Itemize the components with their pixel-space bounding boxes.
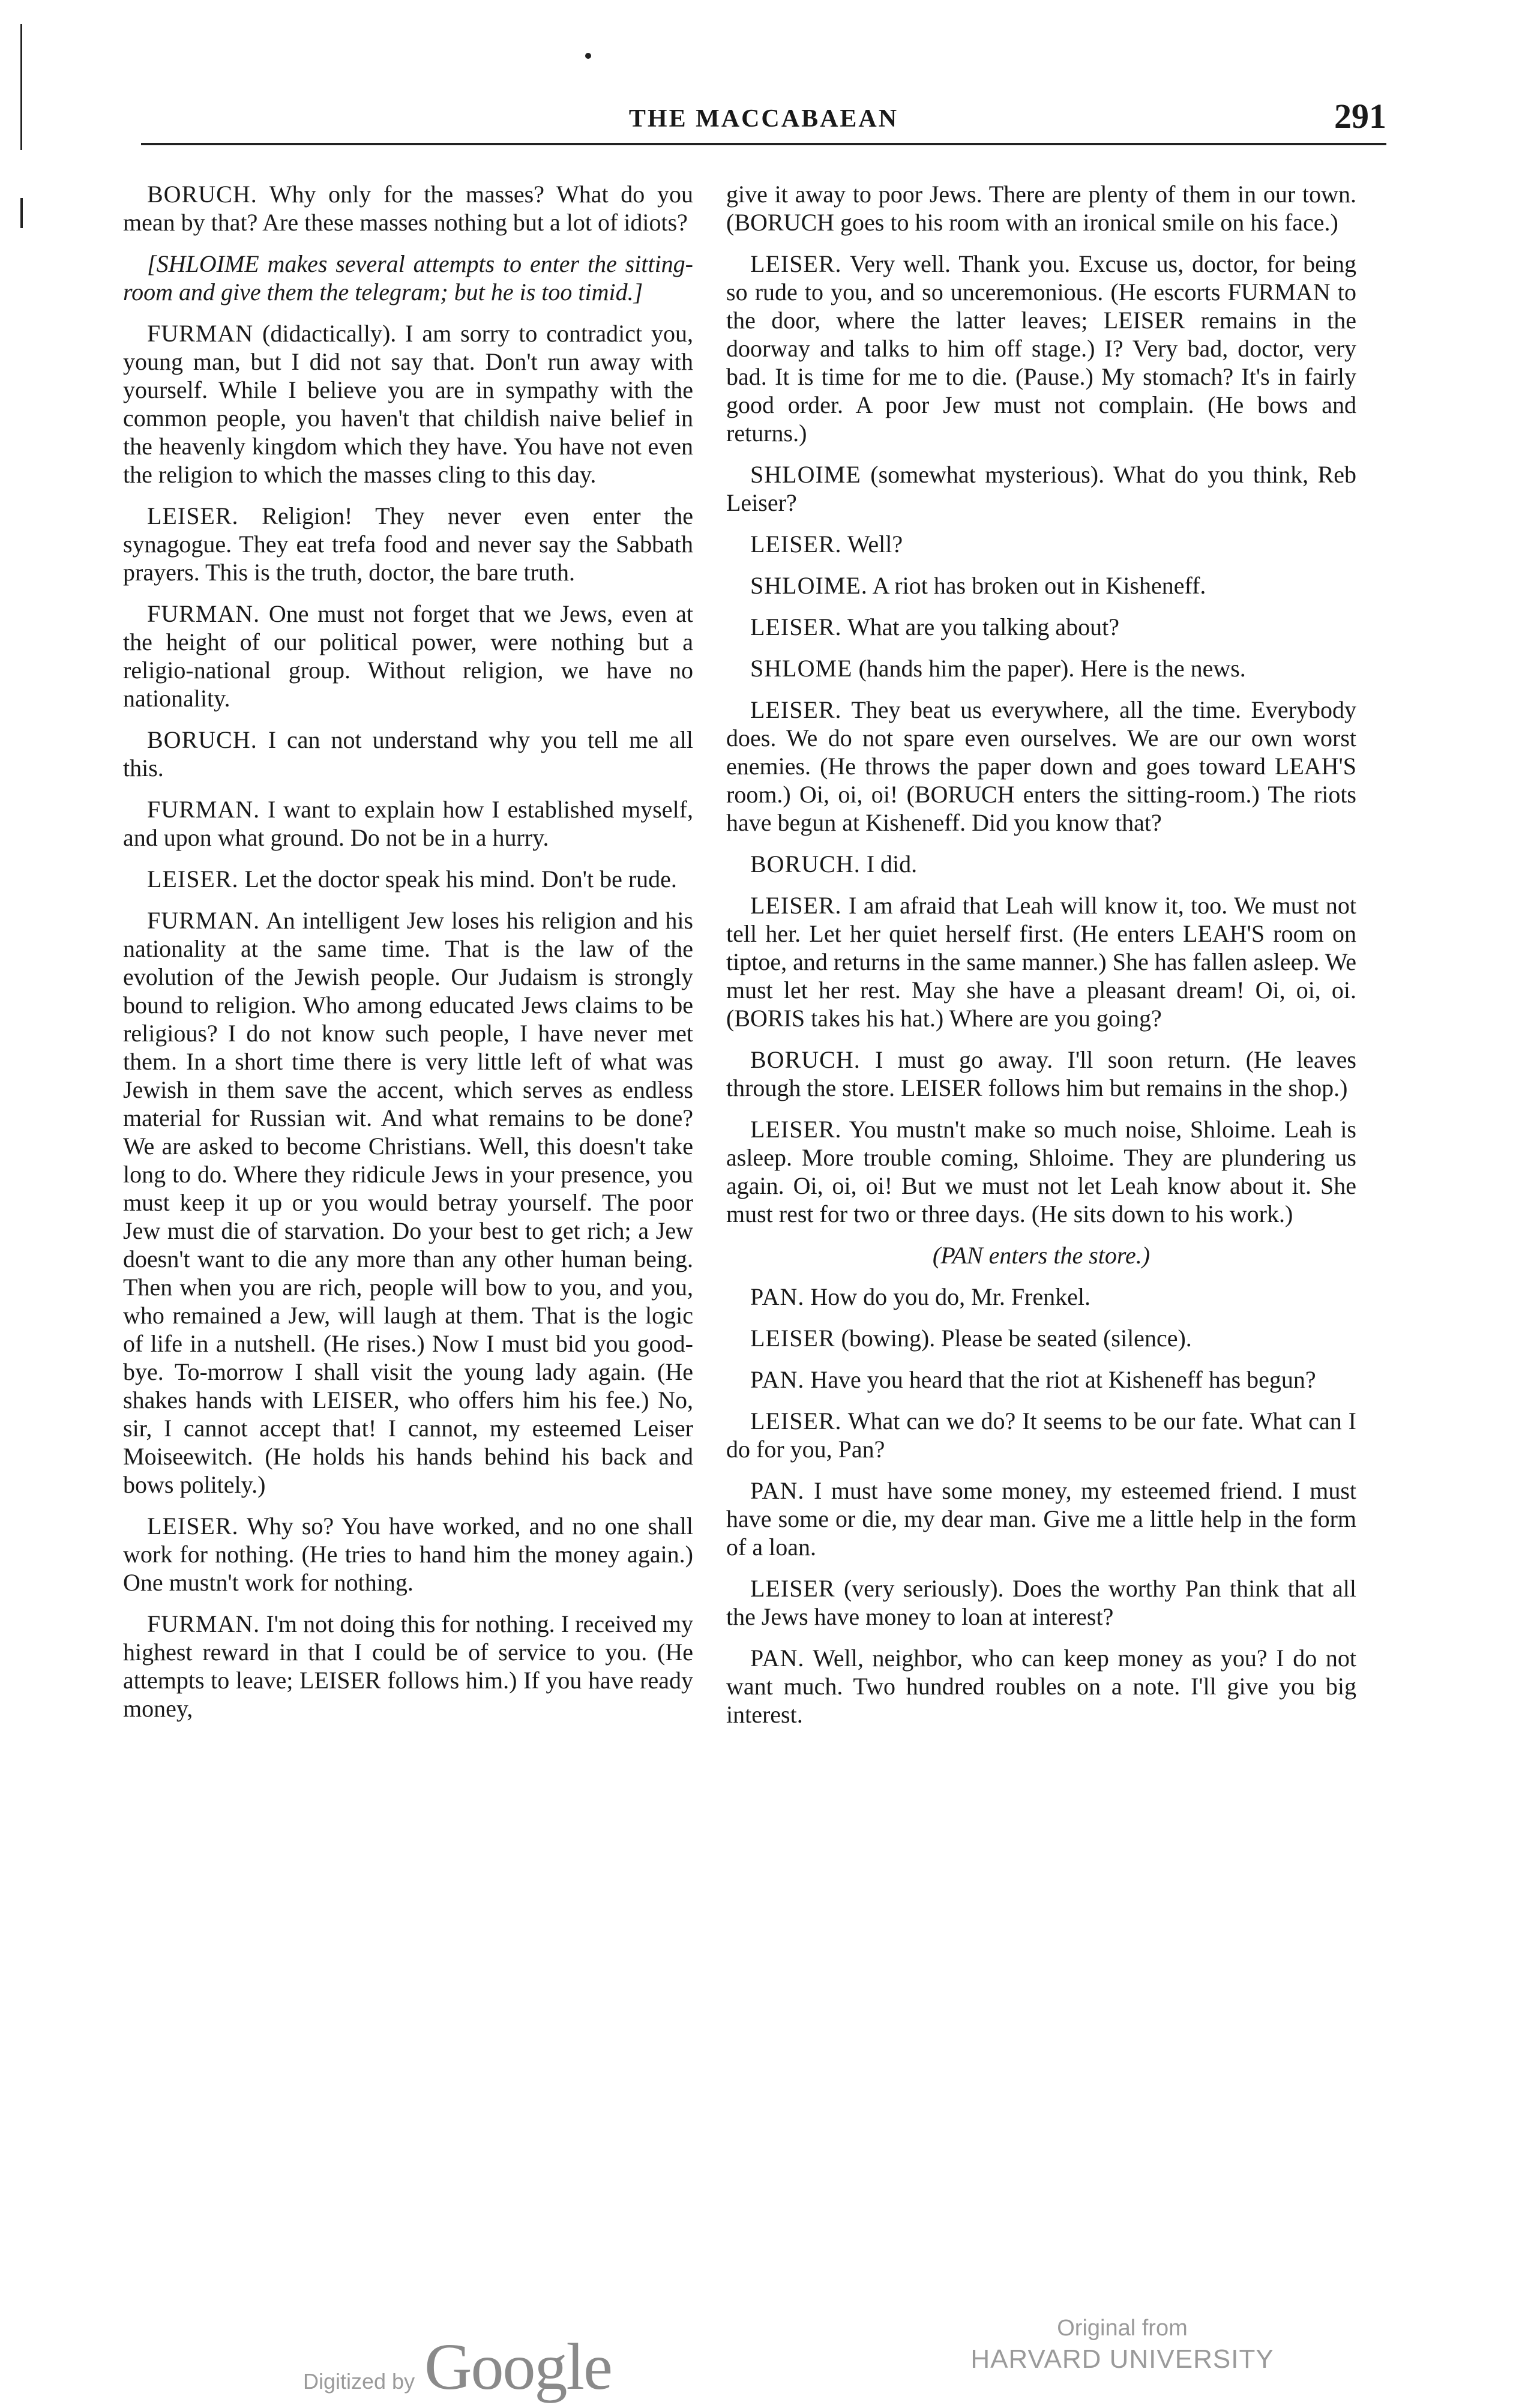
source-credit <box>954 2314 1290 2376</box>
speaker-name: BORUCH. <box>147 726 257 753</box>
dialogue-text: Religion! They never even enter the synagogue. They eat trefa food and never say the Sabbath prayers. This is the truth, doctor, the bare truth. <box>123 502 693 586</box>
dialogue-paragraph <box>726 460 1356 517</box>
speaker-name: SHLOME <box>750 655 853 682</box>
stage-direction <box>123 250 693 306</box>
dialogue-paragraph <box>726 1476 1356 1561</box>
speaker-name: PAN. <box>750 1366 805 1393</box>
dialogue-text: Let the doctor speak his mind. Don't be rude. <box>244 865 677 892</box>
digitization-credit <box>303 2329 612 2405</box>
original-from-label: Original from <box>1057 2316 1188 2341</box>
dialogue-text: (very seriously). Does the worthy Pan think that all the Jews have money to loan at interest? <box>726 1575 1357 1630</box>
dialogue-text: I did. <box>866 850 918 877</box>
dialogue-text: I'm not doing this for nothing. I received my highest reward in that I could be of service to you. (He attempts to leave; LEISER follows him.) If you have ready money, <box>123 1610 694 1722</box>
dialogue-text: (didactically). I am sorry to contradict you, young man, but I did not say that. Don't run away with yourself. While I believe you are in sympathy with the common people, you haven't that childish naive belief in the heavenly kingdom which they have. You have not even the religion to which the masses cling to this day. <box>123 320 694 488</box>
speaker-name: FURMAN <box>147 320 254 347</box>
speaker-name: SHLOIME. <box>750 572 868 599</box>
dialogue-text: I must have some money, my esteemed friend. I must have some or die, my dear man. Give me a little help in the form of a loan. <box>726 1477 1356 1561</box>
scan-edge-mark <box>20 198 23 228</box>
dialogue-paragraph <box>726 613 1356 641</box>
right-column <box>726 180 1356 1742</box>
dialogue-text: [SHLOIME makes several attempts to enter the sitting-room and give them the telegram; but he is too timid.] <box>123 250 693 306</box>
dialogue-text: Why so? You have worked, and no one shall work for nothing. (He tries to hand him the money again.) One mustn't work for nothing. <box>123 1513 694 1596</box>
left-column <box>123 180 693 1736</box>
dialogue-text: give it away to poor Jews. There are plenty of them in our town. (BORUCH goes to his room with an ironical smile on his face.) <box>726 181 1356 236</box>
running-title: THE MACCABAEAN <box>628 105 899 133</box>
dialogue-text: Well? <box>847 531 903 558</box>
dialogue-text: A riot has broken out in Kisheneff. <box>872 572 1206 599</box>
stage-direction <box>726 1241 1356 1269</box>
dialogue-paragraph <box>726 891 1356 1032</box>
dialogue-text: (PAN enters the store.) <box>932 1242 1150 1269</box>
dialogue-paragraph <box>726 250 1356 447</box>
speaker-name: FURMAN. <box>147 796 260 823</box>
dialogue-text: I am afraid that Leah will know it, too. We must not tell her. Let her quiet herself first. (He enters LEAH'S room on tiptoe, and returns in the same manner.) She has fallen asleep. We must let her rest. May she have a pleasant dream! Oi, oi, oi. (BORIS takes his hat.) Where are you going? <box>726 892 1357 1032</box>
dialogue-text: I can not understand why you tell me all this. <box>123 726 694 781</box>
page-header <box>141 97 1386 145</box>
speaker-name: LEISER. <box>147 865 239 892</box>
speaker-name: LEISER. <box>750 531 842 558</box>
digitized-by-label: Digitized by <box>303 2369 415 2394</box>
dialogue-paragraph <box>123 865 693 893</box>
dialogue-paragraph <box>726 180 1356 236</box>
speaker-name: LEISER. <box>750 1116 842 1143</box>
dialogue-paragraph <box>726 1046 1356 1102</box>
dialogue-paragraph <box>123 502 693 586</box>
dialogue-paragraph <box>726 1365 1356 1394</box>
speaker-name: PAN. <box>750 1477 805 1504</box>
speaker-name: FURMAN. <box>147 1610 260 1637</box>
dialogue-text: What are you talking about? <box>847 613 1119 640</box>
dialogue-paragraph <box>123 726 693 782</box>
dialogue-paragraph <box>123 180 693 236</box>
speaker-name: SHLOIME <box>750 461 861 488</box>
google-logo: Google <box>424 2330 612 2403</box>
speaker-name: LEISER. <box>750 613 842 640</box>
dialogue-text: Very well. Thank you. Excuse us, doctor, for being so rude to you, and so unceremonious. (He escorts FURMAN to the door, where the latter leaves; LEISER remains in the doorway and talks to him off stage.) I? Very bad, doctor, very bad. It is time for me to die. (Pause.) My stomach? It's in fairly good order. A poor Jew must not complain. (He bows and returns.) <box>726 250 1356 447</box>
speaker-name: BORUCH. <box>750 1046 861 1073</box>
page-number: 291 <box>1334 97 1386 136</box>
speaker-name: LEISER <box>750 1325 835 1352</box>
dialogue-text: An intelligent Jew loses his religion and his nationality at the same time. That is the law of the evolution of the Jewish people. Our Judaism is strongly bound to religion. Who among educated Jews claims to be religious? I do not know such people, I have never met them. In a short time there is very little left of what was Jewish in them save the accent, which serves as endless material for Russian wit. And what remains to be done? We are asked to become Christians. Well, this doesn't take long to do. Where they ridicule Jews in your presence, you must keep it up or you would betray yourself. The poor Jew must die of starvation. Do your best to get rich; a Jew doesn't want to die any more than any other human being. Then when you are rich, people will bow to you, and you, who remained a Jew, will laugh at them. That is the logic of life in a nutshell. (He rises.) Now I must bid you good-bye. To-morrow I shall visit the young lady again. (He shakes hands with LEISER, who offers him his fee.) No, sir, I cannot accept that! I cannot, my esteemed Leiser Moiseewitch. (He holds his hands behind his back and bows politely.) <box>123 907 693 1498</box>
speaker-name: LEISER. <box>750 1407 842 1434</box>
dialogue-paragraph <box>726 696 1356 837</box>
dialogue-paragraph <box>123 600 693 712</box>
dialogue-paragraph <box>726 1407 1356 1463</box>
dialogue-text: One must not forget that we Jews, even at the height of our political power, were nothing but a religio-national group. Without religion, we have no nationality. <box>123 600 693 712</box>
dialogue-text: What can we do? It seems to be our fate. What can I do for you, Pan? <box>726 1407 1356 1463</box>
dialogue-paragraph <box>123 1512 693 1597</box>
dialogue-paragraph <box>123 319 693 489</box>
dialogue-paragraph <box>123 906 693 1499</box>
speaker-name: FURMAN. <box>147 907 260 934</box>
speaker-name: LEISER. <box>750 696 842 723</box>
dialogue-text: I want to explain how I established myself, and upon what ground. Do not be in a hurry. <box>123 796 693 851</box>
dialogue-text: (hands him the paper). Here is the news. <box>858 655 1246 682</box>
speaker-name: FURMAN. <box>147 600 260 627</box>
speaker-name: PAN. <box>750 1645 805 1672</box>
dialogue-paragraph <box>726 1644 1356 1729</box>
speaker-name: BORUCH. <box>750 850 861 877</box>
dialogue-paragraph <box>123 795 693 852</box>
dialogue-text: I must go away. I'll soon return. (He leaves through the store. LEISER follows him but remains in the shop.) <box>726 1046 1356 1101</box>
dialogue-paragraph <box>726 1574 1356 1631</box>
speaker-name: LEISER. <box>750 250 842 277</box>
dialogue-text: Well, neighbor, who can keep money as you? I do not want much. Two hundred roubles on a note. I'll give you big interest. <box>726 1645 1356 1728</box>
dialogue-paragraph <box>726 654 1356 682</box>
speaker-name: LEISER. <box>147 502 239 529</box>
scan-edge-mark <box>20 24 22 150</box>
dialogue-text: (somewhat mysterious). What do you think, Reb Leiser? <box>726 461 1356 516</box>
speaker-name: LEISER. <box>750 892 842 919</box>
dialogue-paragraph <box>123 1610 693 1723</box>
dialogue-text: Why only for the masses? What do you mean by that? Are these masses nothing but a lot of idiots? <box>123 181 693 236</box>
dialogue-text: They beat us everywhere, all the time. Everybody does. We do not spare even ourselves. We are our own worst enemies. (He throws the paper down and goes toward LEAH'S room.) Oi, oi, oi! (BORUCH enters the sitting-room.) The riots have begun at Kisheneff. Did you know that? <box>726 696 1357 836</box>
speaker-name: PAN. <box>750 1283 805 1310</box>
speaker-name: LEISER <box>750 1575 835 1602</box>
dialogue-text: (bowing). Please be seated (silence). <box>841 1325 1192 1352</box>
dialogue-text: How do you do, Mr. Frenkel. <box>810 1283 1090 1310</box>
library-name: HARVARD UNIVERSITY <box>970 2344 1274 2374</box>
dialogue-paragraph <box>726 571 1356 600</box>
dialogue-text: Have you heard that the riot at Kisheneff has begun? <box>810 1366 1316 1393</box>
dialogue-paragraph <box>726 850 1356 878</box>
dialogue-paragraph <box>726 530 1356 558</box>
dialogue-paragraph <box>726 1324 1356 1352</box>
dialogue-paragraph <box>726 1115 1356 1228</box>
speaker-name: LEISER. <box>147 1513 239 1540</box>
speaker-name: BORUCH. <box>147 181 257 208</box>
dialogue-text: You mustn't make so much noise, Shloime. Leah is asleep. More trouble coming, Shloime. They are plundering us again. Oi, oi, oi! But we must not let Leah know about it. She must rest for two or three days. (He sits down to his work.) <box>726 1116 1356 1227</box>
scan-dot <box>585 53 591 59</box>
dialogue-paragraph <box>726 1283 1356 1311</box>
